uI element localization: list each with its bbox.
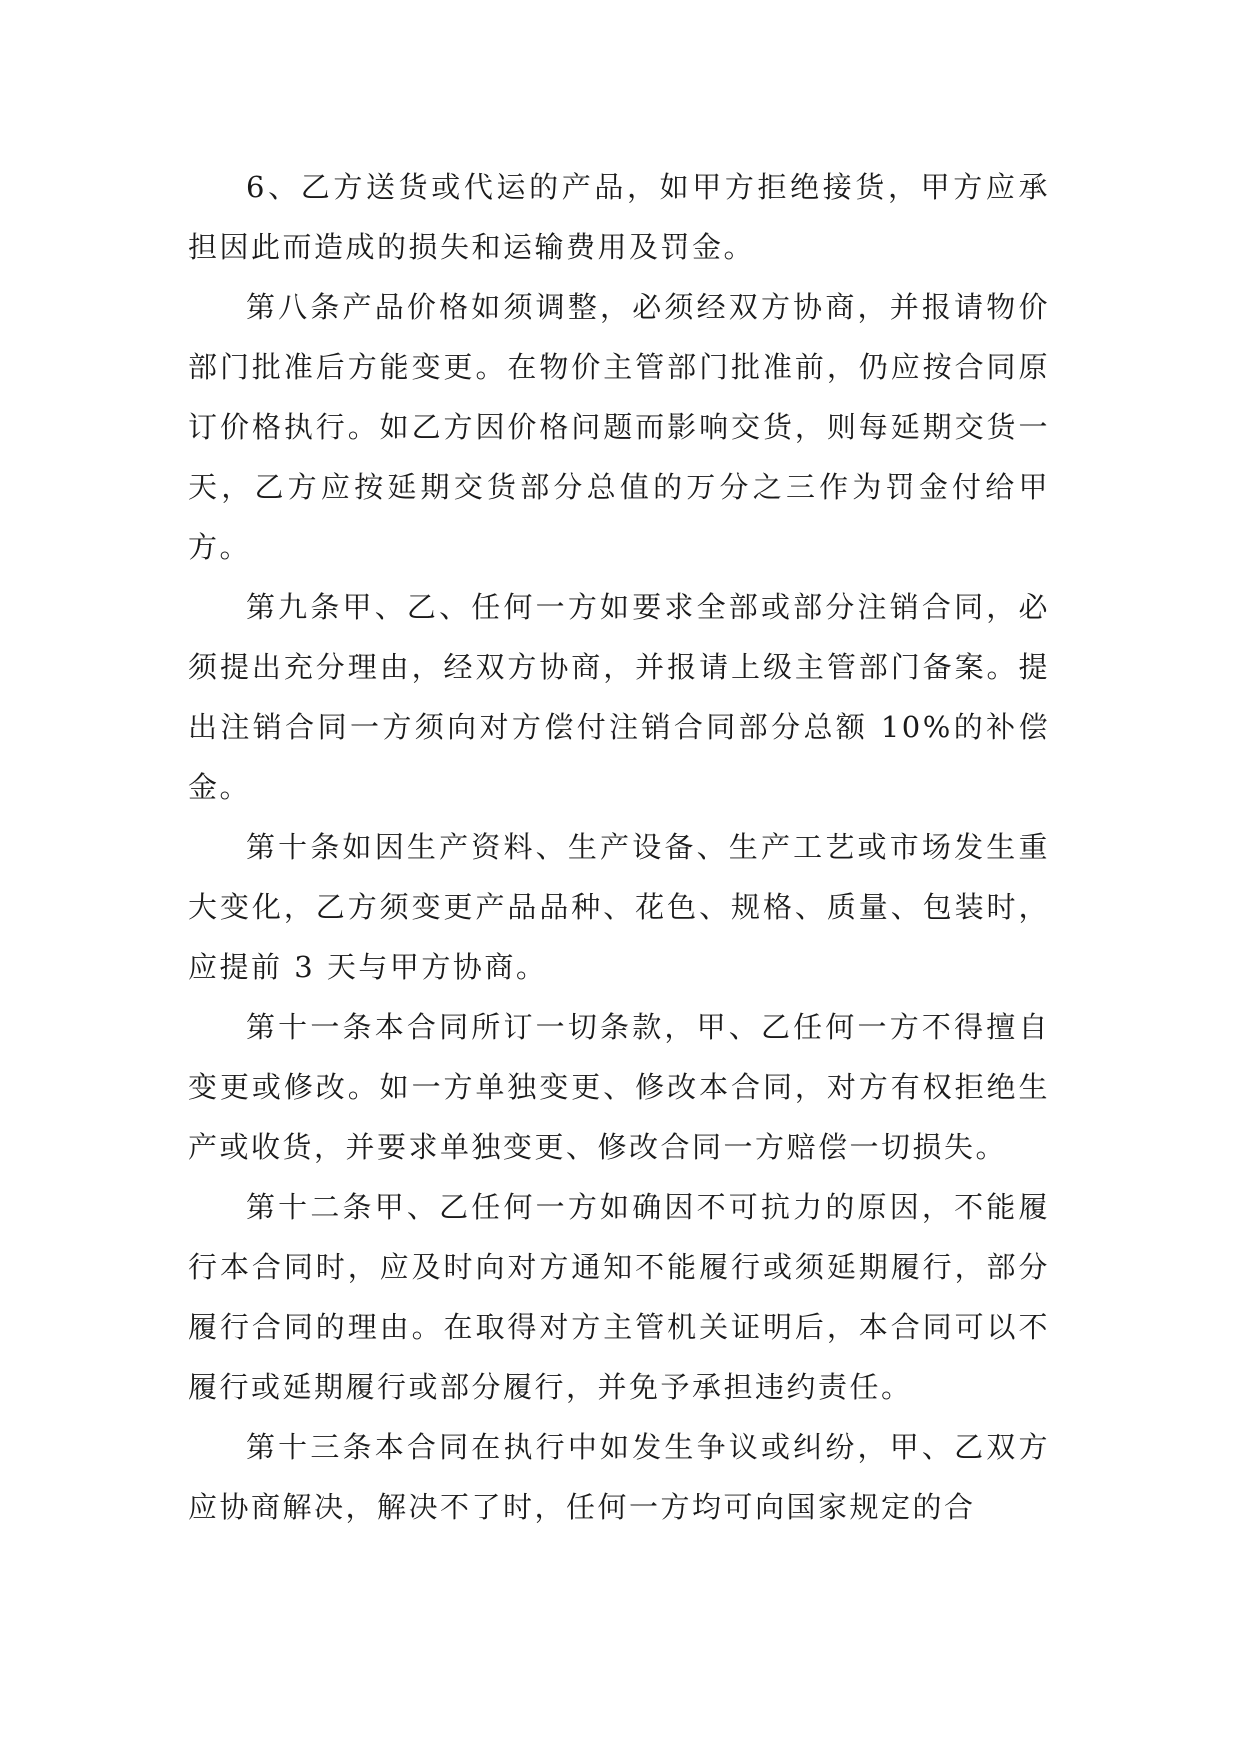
- paragraph-article-11: 第十一条本合同所订一切条款，甲、乙任何一方不得擅自变更或修改。如一方单独变更、修改本合同，对方有权拒绝生产或收货，并要求单独变更、修改合同一方赔偿一切损失。: [188, 1010, 1050, 1164]
- paragraph-delivery-refusal: 6、乙方送货或代运的产品，如甲方拒绝接货，甲方应承担因此而造成的损失和运输费用及罚金。: [188, 170, 1050, 264]
- paragraph-article-13: 第十三条本合同在执行中如发生争议或纠纷，甲、乙双方应协商解决，解决不了时，任何一方均可向国家规定的合: [188, 1430, 1050, 1524]
- paragraph-article-10: 第十条如因生产资料、生产设备、生产工艺或市场发生重大变化，乙方须变更产品品种、花色、规格、质量、包装时，应提前 3 天与甲方协商。: [188, 830, 1050, 984]
- paragraph-article-9: 第九条甲、乙、任何一方如要求全部或部分注销合同，必须提出充分理由，经双方协商，并报请上级主管部门备案。提出注销合同一方须向对方偿付注销合同部分总额 10%的补偿金。: [188, 590, 1050, 804]
- paragraph-article-12: 第十二条甲、乙任何一方如确因不可抗力的原因，不能履行本合同时，应及时向对方通知不能履行或须延期履行，部分履行合同的理由。在取得对方主管机关证明后，本合同可以不履行或延期履行或部分履行，并免予承担违约责任。: [188, 1190, 1050, 1404]
- paragraph-article-8: 第八条产品价格如须调整，必须经双方协商，并报请物价部门批准后方能变更。在物价主管部门批准前，仍应按合同原订价格执行。如乙方因价格问题而影响交货，则每延期交货一天，乙方应按延期交货部分总值的万分之三作为罚金付给甲方。: [188, 290, 1050, 564]
- document-body: [188, 157, 1050, 1537]
